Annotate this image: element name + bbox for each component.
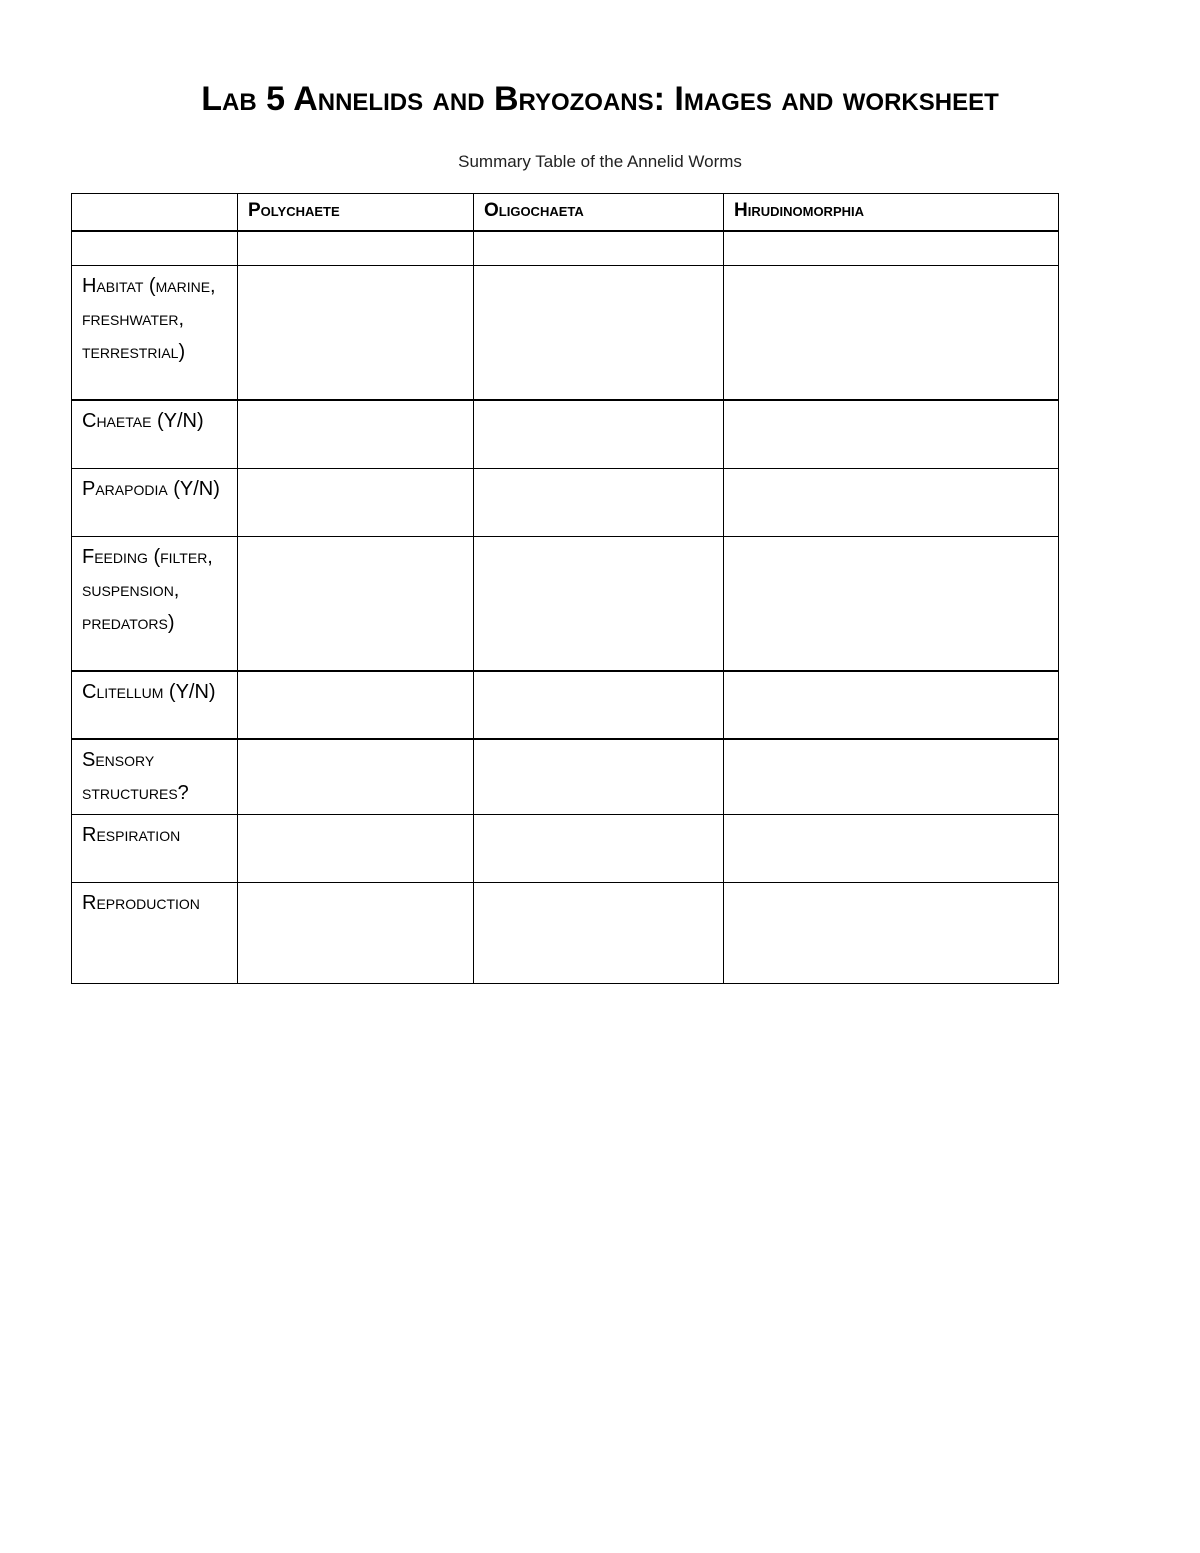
table-cell[interactable] [238, 400, 474, 468]
table-cell[interactable] [238, 231, 474, 265]
table-cell[interactable] [474, 265, 724, 400]
table-cell[interactable] [474, 468, 724, 536]
table-cell[interactable] [724, 739, 1059, 815]
table-cell[interactable] [474, 231, 724, 265]
table-cell[interactable] [724, 231, 1059, 265]
table-cell[interactable] [474, 739, 724, 815]
table-row [72, 265, 1059, 400]
table-cell[interactable] [724, 815, 1059, 883]
row-label-respiration: Respiration [72, 815, 238, 883]
table-cell[interactable] [474, 536, 724, 671]
table-cell[interactable] [238, 815, 474, 883]
table-row [72, 231, 1059, 265]
table-cell[interactable] [724, 265, 1059, 400]
table-cell[interactable] [724, 883, 1059, 984]
table-cell[interactable] [474, 400, 724, 468]
table-row [72, 468, 1059, 536]
table-row [72, 400, 1059, 468]
table-row [72, 815, 1059, 883]
header-corner-cell [72, 194, 238, 232]
row-label-parapodia: Parapodia (Y/N) [72, 468, 238, 536]
row-label-habitat: Habitat (marine, freshwater, terrestrial) [72, 265, 238, 400]
table-cell[interactable] [474, 883, 724, 984]
page-title: Lab 5 Annelids and Bryozoans: Images and worksheet [201, 80, 999, 118]
column-header-polychaete: Polychaete [238, 194, 474, 232]
table-cell[interactable] [724, 400, 1059, 468]
table-cell[interactable] [238, 468, 474, 536]
table-row [72, 671, 1059, 739]
table-cell[interactable] [238, 883, 474, 984]
row-label-feeding: Feeding (filter, suspension, predators) [72, 536, 238, 671]
table-cell[interactable] [238, 739, 474, 815]
table-cell[interactable] [238, 536, 474, 671]
row-label-clitellum: Clitellum (Y/N) [72, 671, 238, 739]
table-row [72, 536, 1059, 671]
table-header-row [72, 194, 1059, 232]
table-caption: Summary Table of the Annelid Worms [458, 152, 742, 171]
table-cell[interactable] [724, 468, 1059, 536]
column-header-oligochaeta: Oligochaeta [474, 194, 724, 232]
annelid-summary-table [71, 193, 1059, 984]
table-row [72, 739, 1059, 815]
table-row [72, 883, 1059, 984]
row-label-blank [72, 231, 238, 265]
table-cell[interactable] [724, 536, 1059, 671]
column-header-hirudinomorphia: Hirudinomorphia [724, 194, 1059, 232]
table-cell[interactable] [474, 671, 724, 739]
row-label-sensory-structures: Sensory structures? [72, 739, 238, 815]
table-cell[interactable] [238, 265, 474, 400]
table-cell[interactable] [238, 671, 474, 739]
row-label-chaetae: Chaetae (Y/N) [72, 400, 238, 468]
row-label-reproduction: Reproduction [72, 883, 238, 984]
table-cell[interactable] [474, 815, 724, 883]
table-cell[interactable] [724, 671, 1059, 739]
